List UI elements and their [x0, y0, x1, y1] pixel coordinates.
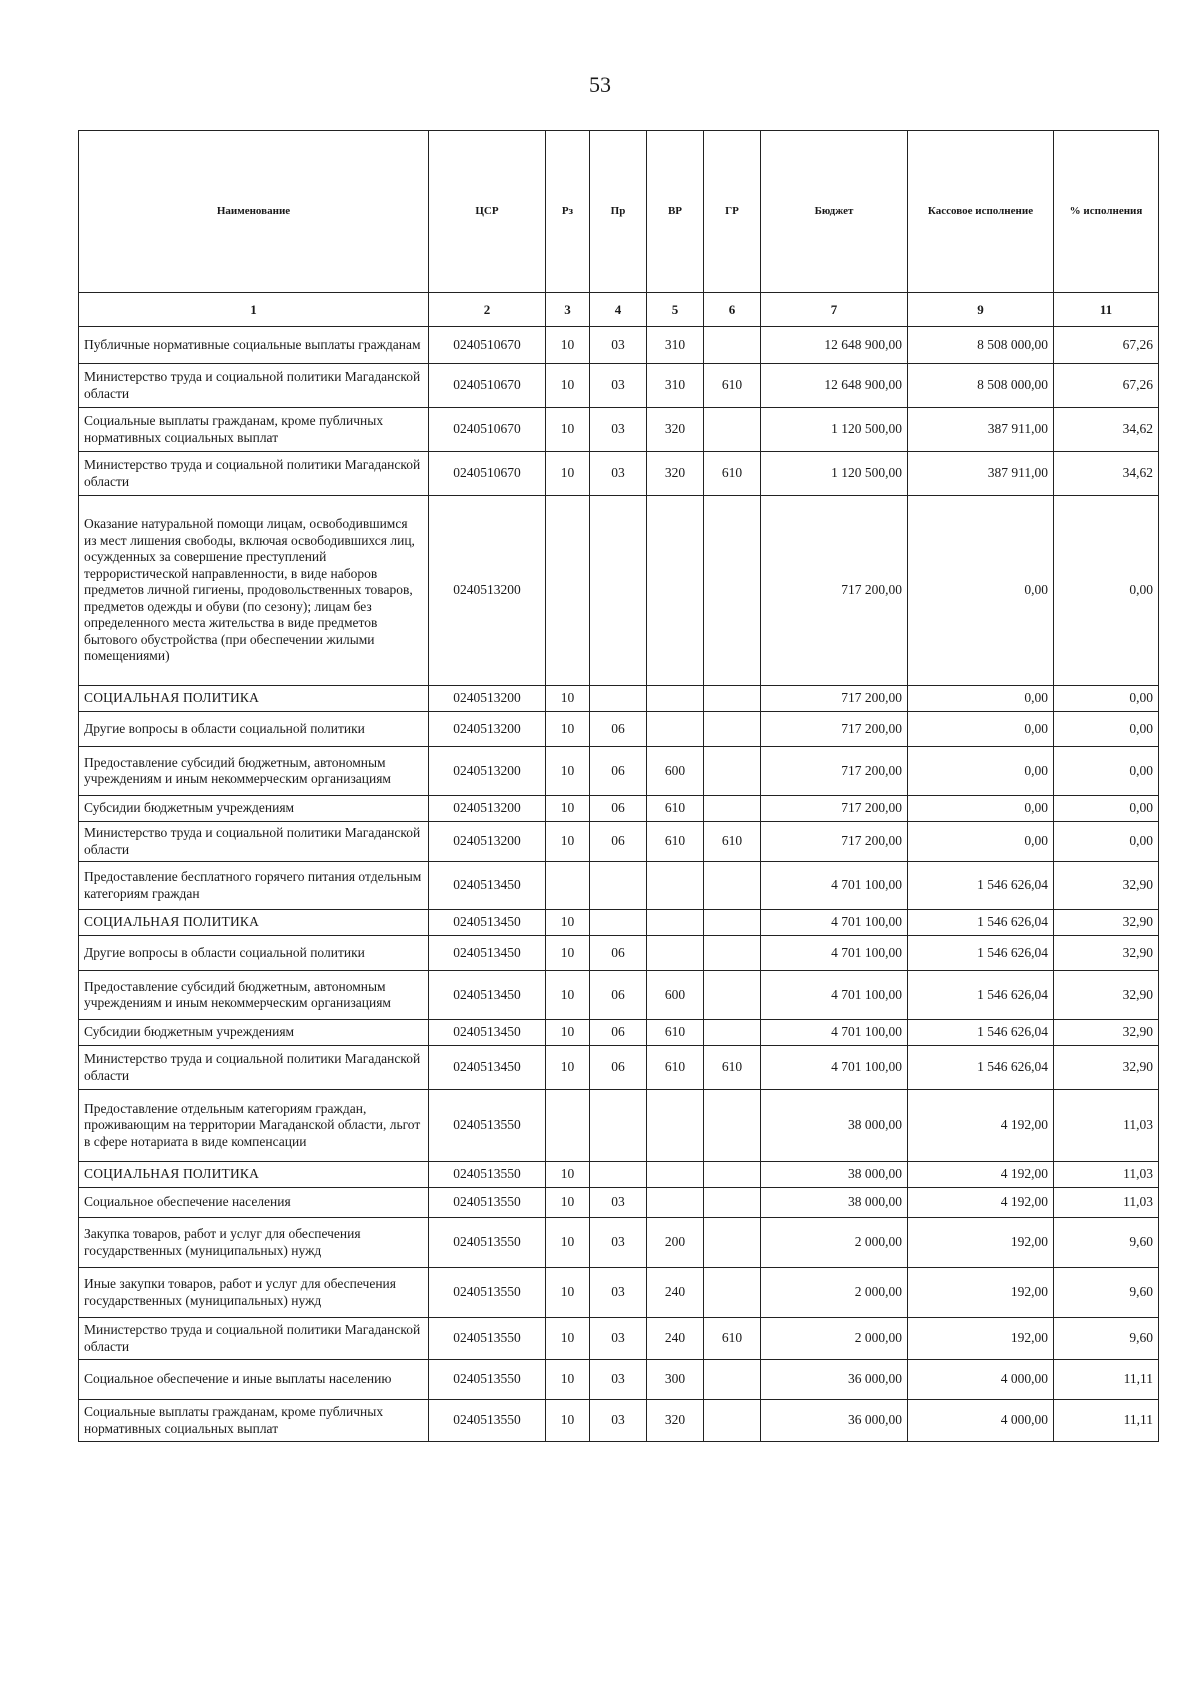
cell-vr: 320 — [647, 408, 704, 452]
cell-vr — [647, 712, 704, 747]
cell-name: Другие вопросы в области социальной политики — [79, 712, 429, 747]
cell-vr: 310 — [647, 327, 704, 364]
table-row — [79, 1400, 1159, 1442]
cell-pct: 32,90 — [1054, 1020, 1159, 1046]
cell-rz: 10 — [546, 1318, 590, 1360]
table-row — [79, 910, 1159, 936]
cell-pr: 06 — [590, 822, 647, 862]
cell-pr: 03 — [590, 1400, 647, 1442]
cell-budget: 4 701 100,00 — [761, 936, 908, 971]
cell-name: Другие вопросы в области социальной политики — [79, 936, 429, 971]
cell-gr — [704, 936, 761, 971]
cell-budget: 717 200,00 — [761, 496, 908, 686]
table-row — [79, 862, 1159, 910]
cell-rz: 10 — [546, 796, 590, 822]
cell-pr: 03 — [590, 1218, 647, 1268]
cell-exec: 0,00 — [908, 796, 1054, 822]
cell-vr — [647, 1162, 704, 1188]
cell-budget: 4 701 100,00 — [761, 1020, 908, 1046]
cell-exec: 192,00 — [908, 1268, 1054, 1318]
cell-pr — [590, 686, 647, 712]
cell-pr — [590, 496, 647, 686]
cell-gr: 610 — [704, 1318, 761, 1360]
header-name: Наименование — [79, 131, 429, 293]
cell-gr — [704, 1188, 761, 1218]
cell-pr: 03 — [590, 327, 647, 364]
cell-name: Предоставление субсидий бюджетным, автономным учреждениям и иным некоммерческим организациям — [79, 971, 429, 1020]
cell-pr: 03 — [590, 1360, 647, 1400]
cell-exec: 0,00 — [908, 822, 1054, 862]
cell-pct: 11,11 — [1054, 1400, 1159, 1442]
cell-rz: 10 — [546, 1268, 590, 1318]
table-row — [79, 496, 1159, 686]
cell-exec: 1 546 626,04 — [908, 936, 1054, 971]
cell-name: Предоставление субсидий бюджетным, автономным учреждениям и иным некоммерческим организациям — [79, 747, 429, 796]
cell-name: Закупка товаров, работ и услуг для обеспечения государственных (муниципальных) нужд — [79, 1218, 429, 1268]
cell-exec: 4 192,00 — [908, 1162, 1054, 1188]
column-number: 2 — [429, 293, 546, 327]
cell-vr: 240 — [647, 1268, 704, 1318]
cell-gr — [704, 686, 761, 712]
cell-vr: 320 — [647, 452, 704, 496]
cell-pr: 03 — [590, 1268, 647, 1318]
cell-name: Субсидии бюджетным учреждениям — [79, 1020, 429, 1046]
cell-csr: 0240513550 — [429, 1268, 546, 1318]
cell-gr — [704, 747, 761, 796]
cell-rz: 10 — [546, 1218, 590, 1268]
cell-rz: 10 — [546, 1046, 590, 1090]
cell-rz: 10 — [546, 936, 590, 971]
cell-pct: 0,00 — [1054, 796, 1159, 822]
cell-name: Социальные выплаты гражданам, кроме публичных нормативных социальных выплат — [79, 408, 429, 452]
cell-vr — [647, 1090, 704, 1162]
cell-pct: 9,60 — [1054, 1218, 1159, 1268]
cell-name: Субсидии бюджетным учреждениям — [79, 796, 429, 822]
cell-rz — [546, 496, 590, 686]
cell-rz: 10 — [546, 747, 590, 796]
cell-pr — [590, 1090, 647, 1162]
cell-gr — [704, 1218, 761, 1268]
cell-name: Министерство труда и социальной политики Магаданской области — [79, 1046, 429, 1090]
cell-csr: 0240513200 — [429, 822, 546, 862]
cell-name: Социальное обеспечение населения — [79, 1188, 429, 1218]
cell-budget: 4 701 100,00 — [761, 910, 908, 936]
cell-rz: 10 — [546, 1360, 590, 1400]
cell-gr: 610 — [704, 452, 761, 496]
header-gr: ГР — [704, 131, 761, 293]
cell-name: Министерство труда и социальной политики Магаданской области — [79, 452, 429, 496]
cell-budget: 717 200,00 — [761, 747, 908, 796]
cell-name: Предоставление бесплатного горячего питания отдельным категориям граждан — [79, 862, 429, 910]
column-number-row — [79, 293, 1159, 327]
table-row — [79, 712, 1159, 747]
cell-rz: 10 — [546, 712, 590, 747]
cell-gr — [704, 408, 761, 452]
cell-pr: 06 — [590, 936, 647, 971]
table-row — [79, 364, 1159, 408]
cell-budget: 4 701 100,00 — [761, 862, 908, 910]
cell-exec: 0,00 — [908, 496, 1054, 686]
cell-gr — [704, 1360, 761, 1400]
header-row — [79, 131, 1159, 293]
cell-pct: 9,60 — [1054, 1268, 1159, 1318]
header-cash-exec: Кассовое исполнение — [908, 131, 1054, 293]
cell-budget: 4 701 100,00 — [761, 1046, 908, 1090]
cell-exec: 1 546 626,04 — [908, 1020, 1054, 1046]
cell-pr — [590, 910, 647, 936]
cell-vr — [647, 686, 704, 712]
cell-exec: 387 911,00 — [908, 408, 1054, 452]
cell-budget: 2 000,00 — [761, 1218, 908, 1268]
cell-budget: 1 120 500,00 — [761, 452, 908, 496]
cell-rz: 10 — [546, 452, 590, 496]
cell-pr: 06 — [590, 971, 647, 1020]
table-row — [79, 1360, 1159, 1400]
cell-exec: 1 546 626,04 — [908, 862, 1054, 910]
cell-vr — [647, 936, 704, 971]
cell-rz: 10 — [546, 1162, 590, 1188]
cell-pr: 03 — [590, 1188, 647, 1218]
cell-exec: 4 192,00 — [908, 1188, 1054, 1218]
cell-vr — [647, 1188, 704, 1218]
cell-name: Социальные выплаты гражданам, кроме публичных нормативных социальных выплат — [79, 1400, 429, 1442]
cell-budget: 12 648 900,00 — [761, 327, 908, 364]
cell-gr: 610 — [704, 822, 761, 862]
table-row — [79, 971, 1159, 1020]
cell-pr: 06 — [590, 1020, 647, 1046]
cell-csr: 0240513450 — [429, 1020, 546, 1046]
cell-pr: 06 — [590, 796, 647, 822]
cell-csr: 0240513200 — [429, 496, 546, 686]
cell-gr — [704, 327, 761, 364]
cell-budget: 717 200,00 — [761, 796, 908, 822]
table-row — [79, 1162, 1159, 1188]
cell-csr: 0240513550 — [429, 1162, 546, 1188]
cell-budget: 717 200,00 — [761, 822, 908, 862]
cell-budget: 717 200,00 — [761, 686, 908, 712]
cell-csr: 0240513550 — [429, 1400, 546, 1442]
column-number: 1 — [79, 293, 429, 327]
table-row — [79, 1046, 1159, 1090]
cell-csr: 0240513550 — [429, 1360, 546, 1400]
table-row — [79, 1020, 1159, 1046]
header-csr: ЦСР — [429, 131, 546, 293]
cell-pct: 9,60 — [1054, 1318, 1159, 1360]
cell-pr: 03 — [590, 1318, 647, 1360]
cell-rz — [546, 862, 590, 910]
cell-pct: 0,00 — [1054, 747, 1159, 796]
cell-pr: 06 — [590, 712, 647, 747]
column-number: 7 — [761, 293, 908, 327]
budget-execution-table — [78, 130, 1159, 1442]
cell-gr — [704, 1268, 761, 1318]
header-pr: Пр — [590, 131, 647, 293]
cell-vr: 300 — [647, 1360, 704, 1400]
cell-name: Министерство труда и социальной политики Магаданской области — [79, 822, 429, 862]
cell-csr: 0240513450 — [429, 971, 546, 1020]
cell-gr — [704, 1090, 761, 1162]
cell-pct: 32,90 — [1054, 971, 1159, 1020]
cell-pct: 11,03 — [1054, 1162, 1159, 1188]
cell-csr: 0240513550 — [429, 1218, 546, 1268]
cell-name: СОЦИАЛЬНАЯ ПОЛИТИКА — [79, 910, 429, 936]
cell-gr — [704, 1020, 761, 1046]
cell-exec: 192,00 — [908, 1218, 1054, 1268]
cell-budget: 12 648 900,00 — [761, 364, 908, 408]
cell-gr — [704, 862, 761, 910]
cell-pct: 32,90 — [1054, 910, 1159, 936]
cell-name: Оказание натуральной помощи лицам, освободившимся из мест лишения свободы, включая освободившихся лиц, осужденных за совершение преступлений террористической направленности, в виде наборов предметов личной гигиены, продовольственных товаров, предметов одежды и обуви (по сезону); лицам без определенного места жительства в виде предметов бытового обустройства (при обеспечении жилыми помещениями) — [79, 496, 429, 686]
table-row — [79, 327, 1159, 364]
cell-pct: 67,26 — [1054, 327, 1159, 364]
cell-vr: 240 — [647, 1318, 704, 1360]
cell-vr: 200 — [647, 1218, 704, 1268]
table-body — [79, 327, 1159, 1442]
cell-vr — [647, 910, 704, 936]
cell-exec: 1 546 626,04 — [908, 910, 1054, 936]
table-row — [79, 1268, 1159, 1318]
cell-pct: 34,62 — [1054, 452, 1159, 496]
cell-budget: 38 000,00 — [761, 1188, 908, 1218]
cell-csr: 0240513450 — [429, 910, 546, 936]
cell-exec: 0,00 — [908, 747, 1054, 796]
cell-gr: 610 — [704, 1046, 761, 1090]
cell-rz: 10 — [546, 686, 590, 712]
cell-pct: 32,90 — [1054, 862, 1159, 910]
cell-exec: 8 508 000,00 — [908, 327, 1054, 364]
cell-csr: 0240510670 — [429, 452, 546, 496]
page-number: 53 — [589, 72, 611, 97]
cell-pct: 34,62 — [1054, 408, 1159, 452]
cell-name: Социальное обеспечение и иные выплаты населению — [79, 1360, 429, 1400]
cell-vr: 600 — [647, 971, 704, 1020]
table-row — [79, 686, 1159, 712]
cell-vr: 610 — [647, 1020, 704, 1046]
column-number: 4 — [590, 293, 647, 327]
cell-pct: 32,90 — [1054, 1046, 1159, 1090]
cell-csr: 0240510670 — [429, 408, 546, 452]
cell-csr: 0240510670 — [429, 327, 546, 364]
cell-csr: 0240513550 — [429, 1188, 546, 1218]
table-row — [79, 796, 1159, 822]
cell-gr — [704, 796, 761, 822]
cell-pct: 0,00 — [1054, 822, 1159, 862]
cell-vr: 320 — [647, 1400, 704, 1442]
cell-vr: 610 — [647, 1046, 704, 1090]
cell-name: Министерство труда и социальной политики Магаданской области — [79, 364, 429, 408]
cell-name: Министерство труда и социальной политики Магаданской области — [79, 1318, 429, 1360]
cell-csr: 0240510670 — [429, 364, 546, 408]
cell-pr: 03 — [590, 364, 647, 408]
cell-pr: 03 — [590, 452, 647, 496]
cell-budget: 38 000,00 — [761, 1162, 908, 1188]
cell-rz: 10 — [546, 1188, 590, 1218]
cell-exec: 8 508 000,00 — [908, 364, 1054, 408]
cell-exec: 1 546 626,04 — [908, 1046, 1054, 1090]
cell-rz: 10 — [546, 327, 590, 364]
cell-rz: 10 — [546, 1020, 590, 1046]
cell-exec: 4 192,00 — [908, 1090, 1054, 1162]
cell-gr — [704, 1400, 761, 1442]
header-budget: Бюджет — [761, 131, 908, 293]
cell-budget: 36 000,00 — [761, 1400, 908, 1442]
cell-pr — [590, 1162, 647, 1188]
table-row — [79, 822, 1159, 862]
cell-budget: 717 200,00 — [761, 712, 908, 747]
cell-csr: 0240513200 — [429, 686, 546, 712]
cell-pct: 11,03 — [1054, 1090, 1159, 1162]
cell-vr: 610 — [647, 796, 704, 822]
cell-csr: 0240513450 — [429, 936, 546, 971]
column-number: 9 — [908, 293, 1054, 327]
cell-name: СОЦИАЛЬНАЯ ПОЛИТИКА — [79, 686, 429, 712]
cell-name: СОЦИАЛЬНАЯ ПОЛИТИКА — [79, 1162, 429, 1188]
cell-budget: 2 000,00 — [761, 1268, 908, 1318]
cell-exec: 192,00 — [908, 1318, 1054, 1360]
column-number: 3 — [546, 293, 590, 327]
cell-pr: 03 — [590, 408, 647, 452]
cell-rz — [546, 1090, 590, 1162]
cell-vr — [647, 496, 704, 686]
table-row — [79, 936, 1159, 971]
cell-vr: 600 — [647, 747, 704, 796]
cell-name: Публичные нормативные социальные выплаты гражданам — [79, 327, 429, 364]
cell-pct: 11,03 — [1054, 1188, 1159, 1218]
header-pct-exec: % исполнения — [1054, 131, 1159, 293]
cell-exec: 0,00 — [908, 712, 1054, 747]
cell-vr: 610 — [647, 822, 704, 862]
column-number: 5 — [647, 293, 704, 327]
table-row — [79, 1188, 1159, 1218]
cell-csr: 0240513550 — [429, 1090, 546, 1162]
cell-gr — [704, 1162, 761, 1188]
cell-pct: 11,11 — [1054, 1360, 1159, 1400]
column-number: 11 — [1054, 293, 1159, 327]
cell-vr — [647, 862, 704, 910]
table-row — [79, 1318, 1159, 1360]
table-row — [79, 408, 1159, 452]
cell-pct: 67,26 — [1054, 364, 1159, 408]
table-row — [79, 747, 1159, 796]
cell-rz: 10 — [546, 971, 590, 1020]
cell-csr: 0240513200 — [429, 747, 546, 796]
cell-gr: 610 — [704, 364, 761, 408]
cell-exec: 4 000,00 — [908, 1400, 1054, 1442]
cell-name: Иные закупки товаров, работ и услуг для обеспечения государственных (муниципальных) нужд — [79, 1268, 429, 1318]
cell-gr — [704, 496, 761, 686]
table-row — [79, 1218, 1159, 1268]
cell-gr — [704, 971, 761, 1020]
cell-exec: 4 000,00 — [908, 1360, 1054, 1400]
cell-pct: 32,90 — [1054, 936, 1159, 971]
cell-pr — [590, 862, 647, 910]
cell-rz: 10 — [546, 910, 590, 936]
cell-gr — [704, 712, 761, 747]
cell-csr: 0240513450 — [429, 1046, 546, 1090]
cell-vr: 310 — [647, 364, 704, 408]
cell-budget: 1 120 500,00 — [761, 408, 908, 452]
cell-pct: 0,00 — [1054, 496, 1159, 686]
cell-csr: 0240513200 — [429, 712, 546, 747]
table-row — [79, 452, 1159, 496]
cell-budget: 38 000,00 — [761, 1090, 908, 1162]
header-rz: Рз — [546, 131, 590, 293]
cell-exec: 387 911,00 — [908, 452, 1054, 496]
column-number: 6 — [704, 293, 761, 327]
cell-budget: 4 701 100,00 — [761, 971, 908, 1020]
cell-exec: 1 546 626,04 — [908, 971, 1054, 1020]
header-vr: ВР — [647, 131, 704, 293]
cell-pct: 0,00 — [1054, 686, 1159, 712]
table-row — [79, 1090, 1159, 1162]
cell-gr — [704, 910, 761, 936]
cell-rz: 10 — [546, 364, 590, 408]
cell-name: Предоставление отдельным категориям граждан, проживающим на территории Магаданской области, льгот в сфере нотариата в виде компенсации — [79, 1090, 429, 1162]
cell-pr: 06 — [590, 1046, 647, 1090]
cell-pr: 06 — [590, 747, 647, 796]
cell-csr: 0240513200 — [429, 796, 546, 822]
cell-rz: 10 — [546, 822, 590, 862]
cell-pct: 0,00 — [1054, 712, 1159, 747]
cell-exec: 0,00 — [908, 686, 1054, 712]
cell-csr: 0240513550 — [429, 1318, 546, 1360]
cell-csr: 0240513450 — [429, 862, 546, 910]
cell-budget: 2 000,00 — [761, 1318, 908, 1360]
cell-budget: 36 000,00 — [761, 1360, 908, 1400]
cell-rz: 10 — [546, 408, 590, 452]
cell-rz: 10 — [546, 1400, 590, 1442]
